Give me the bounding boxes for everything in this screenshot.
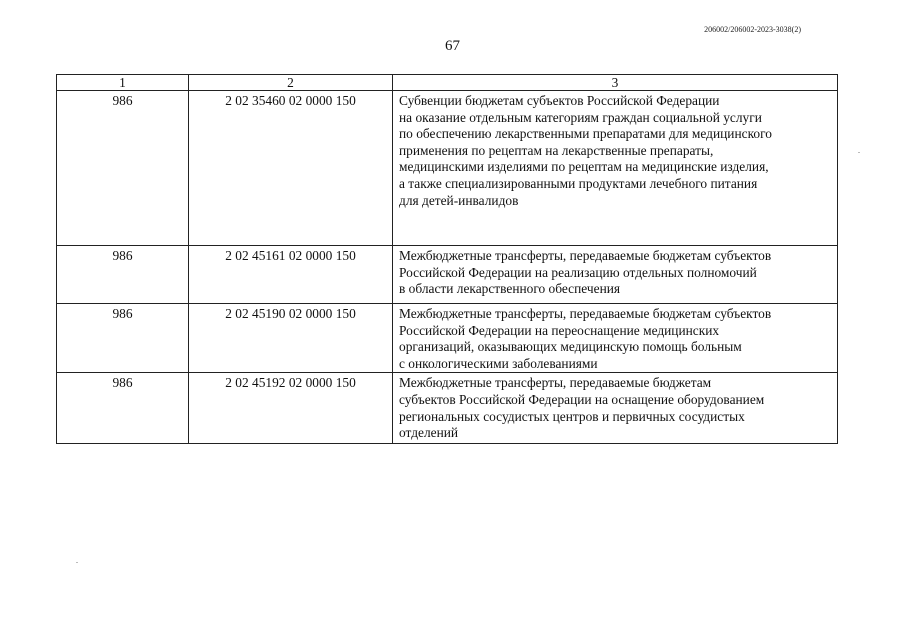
description-line: в области лекарственного обеспечения [399,281,621,297]
column-header-1: 1 [57,75,189,91]
description-line: Межбюджетные трансферты, передаваемые бюджетам [399,375,712,391]
description-line: для детей-инвалидов [399,192,519,208]
description-line: Российской Федерации на переоснащение медицинских [399,322,720,338]
budget-code-cell: 2 02 45192 02 0000 150 [189,373,393,444]
admin-code-cell: 986 [57,304,189,373]
description-line: отделений [399,425,459,441]
column-header-3: 3 [393,75,838,91]
table-row [57,373,838,444]
document-code: 206002/206002-2023-3038(2) [704,25,801,34]
table-row [57,246,838,304]
description-cell [393,304,838,373]
description-line: применения по рецептам на лекарственные препараты, [399,142,714,158]
scan-speck [858,152,860,153]
budget-code-cell: 2 02 45161 02 0000 150 [189,246,393,304]
description-line: с онкологическими заболеваниями [399,355,598,371]
description-line: по обеспечению лекарственными препаратами для медицинского [399,126,772,142]
description-line: на оказание отдельным категориям граждан социальной услуги [399,109,762,125]
description-cell [393,246,838,304]
description-line: Российской Федерации на реализацию отдельных полномочий [399,264,757,280]
description-cell [393,91,838,246]
description-line: региональных сосудистых центров и первичных сосудистых [399,408,745,424]
description-cell [393,373,838,444]
page-number: 67 [445,38,460,54]
budget-codes-table [56,74,838,444]
scan-speck [76,562,78,563]
table-row [57,91,838,246]
admin-code-cell: 986 [57,246,189,304]
description-line: а также специализированными продуктами лечебного питания [399,175,758,191]
description-line: Межбюджетные трансферты, передаваемые бюджетам субъектов [399,306,772,321]
budget-code-cell: 2 02 35460 02 0000 150 [189,91,393,246]
description-line: медицинскими изделиями по рецептам на медицинские изделия, [399,159,769,175]
table-header-row [57,75,838,91]
budget-code-cell: 2 02 45190 02 0000 150 [189,304,393,373]
admin-code-cell: 986 [57,91,189,246]
column-header-2: 2 [189,75,393,91]
description-line: организаций, оказывающих медицинскую помощь больным [399,339,742,355]
description-line: Субвенции бюджетам субъектов Российской Федерации [399,93,720,108]
description-line: субъектов Российской Федерации на оснащение оборудованием [399,391,765,407]
description-line: Межбюджетные трансферты, передаваемые бюджетам субъектов [399,248,772,263]
table-row [57,304,838,373]
admin-code-cell: 986 [57,373,189,444]
